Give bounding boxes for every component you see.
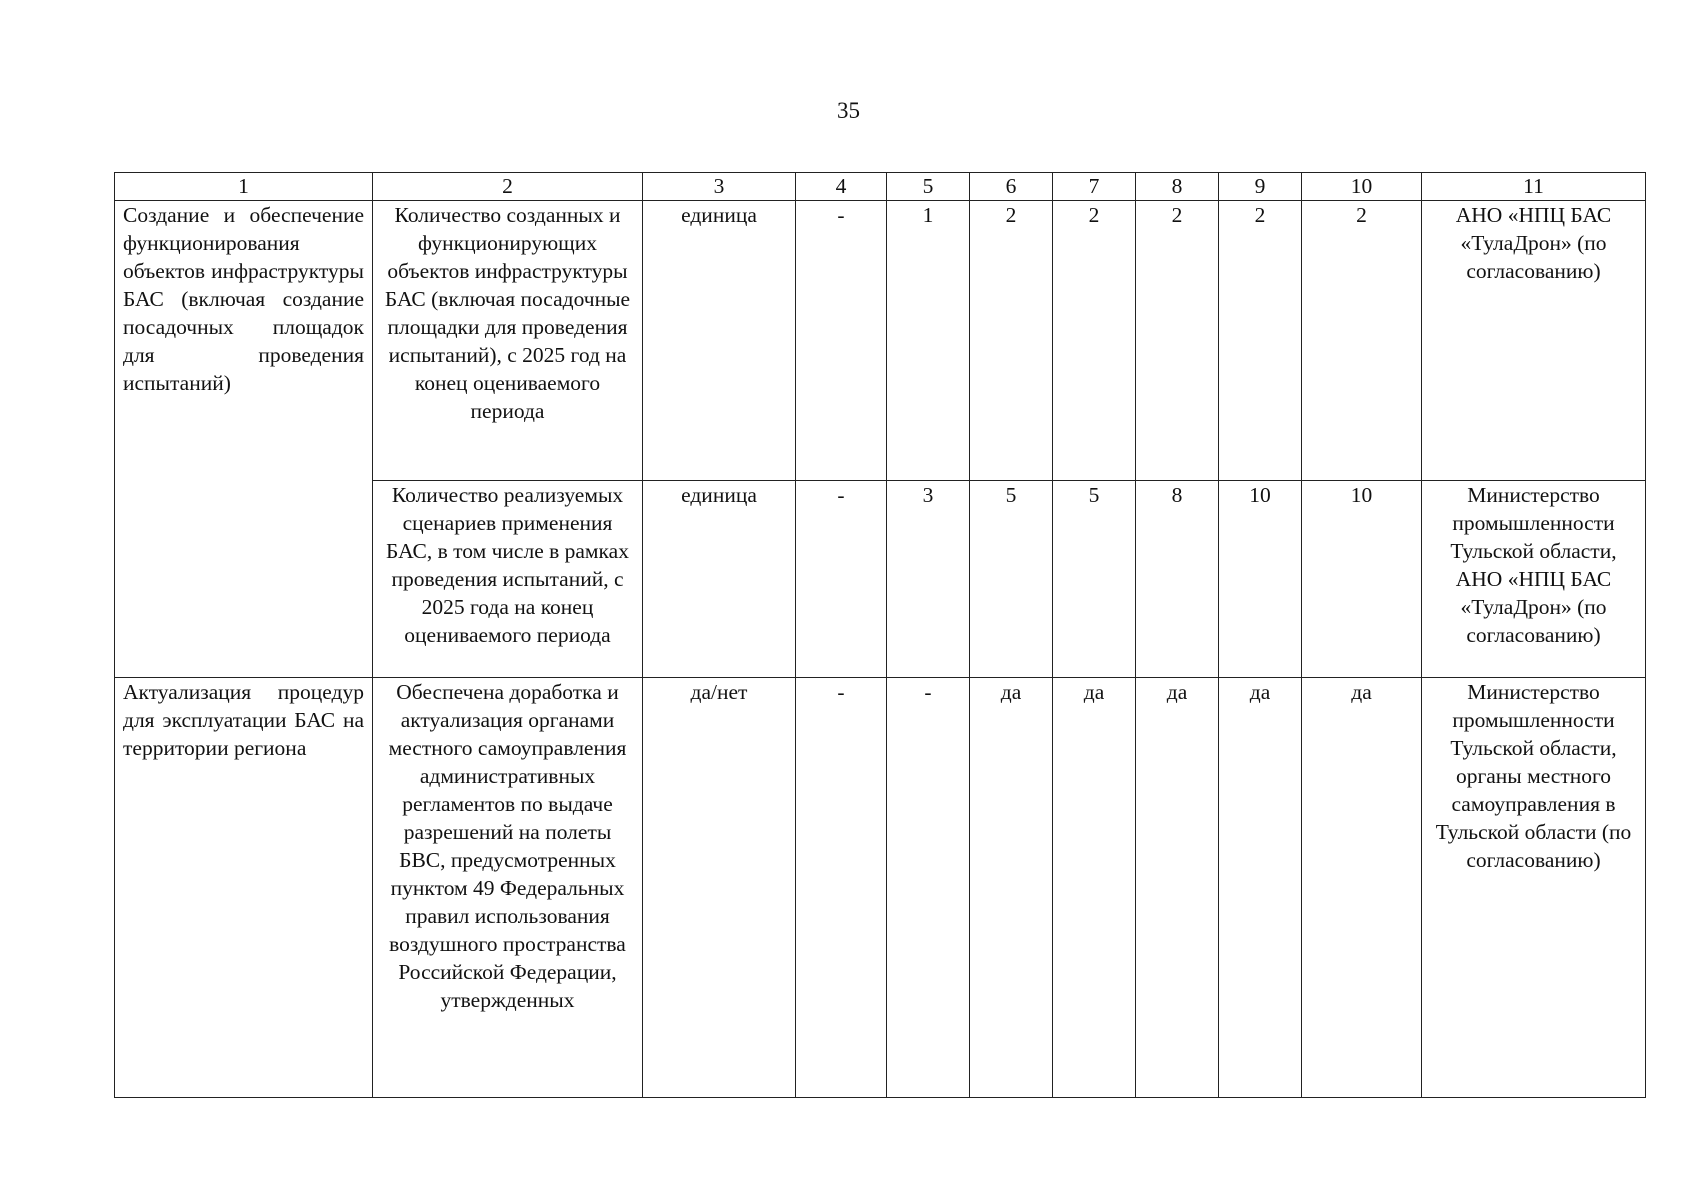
- value-cell: 2: [1136, 201, 1219, 481]
- value-cell: 2: [1219, 201, 1302, 481]
- header-cell: 1: [115, 173, 373, 201]
- value-cell: 5: [970, 481, 1053, 678]
- value-cell: да: [1053, 678, 1136, 1098]
- table-header-row: [115, 173, 1646, 201]
- value-cell: 8: [1136, 481, 1219, 678]
- value-cell: 1: [887, 201, 970, 481]
- value-cell: 10: [1219, 481, 1302, 678]
- value-cell: 3: [887, 481, 970, 678]
- value-cell: да: [1136, 678, 1219, 1098]
- value-cell: да: [1302, 678, 1422, 1098]
- responsible-cell: Министерство промышленности Тульской области, АНО «НПЦ БАС «ТулаДрон» (по согласованию): [1422, 481, 1646, 678]
- value-cell: -: [887, 678, 970, 1098]
- measure-cell: Актуализация процедур для эксплуатации БАС на территории региона: [115, 678, 373, 1098]
- header-cell: 2: [373, 173, 643, 201]
- indicators-table: [114, 172, 1646, 1098]
- indicator-name-cell: Обеспечена доработка и актуализация органами местного самоуправления административных регламентов по выдаче разрешений на полеты БВС, предусмотренных пунктом 49 Федеральных правил использования воздушного пространства Российской Федерации, утвержденных: [373, 678, 643, 1098]
- measure-cell: Создание и обеспечение функционирования объектов инфраструктуры БАС (включая создание посадочных площадок для проведения испытаний): [115, 201, 373, 678]
- responsible-cell: Министерство промышленности Тульской области, органы местного самоуправления в Тульской области (по согласованию): [1422, 678, 1646, 1098]
- header-cell: 10: [1302, 173, 1422, 201]
- value-cell: 2: [1302, 201, 1422, 481]
- responsible-cell: АНО «НПЦ БАС «ТулаДрон» (по согласованию): [1422, 201, 1646, 481]
- value-cell: да: [970, 678, 1053, 1098]
- header-cell: 6: [970, 173, 1053, 201]
- header-cell: 9: [1219, 173, 1302, 201]
- value-cell: 2: [970, 201, 1053, 481]
- header-cell: 5: [887, 173, 970, 201]
- table-row: [115, 201, 1646, 481]
- value-cell: да: [1219, 678, 1302, 1098]
- unit-cell: единица: [643, 481, 796, 678]
- indicator-name-cell: Количество созданных и функционирующих объектов инфраструктуры БАС (включая посадочные площадки для проведения испытаний), с 2025 год на конец оцениваемого периода: [373, 201, 643, 481]
- header-cell: 11: [1422, 173, 1646, 201]
- value-cell: 10: [1302, 481, 1422, 678]
- page-number: 35: [837, 98, 860, 123]
- value-cell: -: [796, 201, 887, 481]
- unit-cell: единица: [643, 201, 796, 481]
- value-cell: 2: [1053, 201, 1136, 481]
- indicator-name-cell: Количество реализуемых сценариев применения БАС, в том числе в рамках проведения испытаний, с 2025 года на конец оцениваемого периода: [373, 481, 643, 678]
- value-cell: 5: [1053, 481, 1136, 678]
- header-cell: 7: [1053, 173, 1136, 201]
- header-cell: 4: [796, 173, 887, 201]
- value-cell: -: [796, 481, 887, 678]
- header-cell: 3: [643, 173, 796, 201]
- value-cell: -: [796, 678, 887, 1098]
- header-cell: 8: [1136, 173, 1219, 201]
- table-row: [115, 678, 1646, 1098]
- unit-cell: да/нет: [643, 678, 796, 1098]
